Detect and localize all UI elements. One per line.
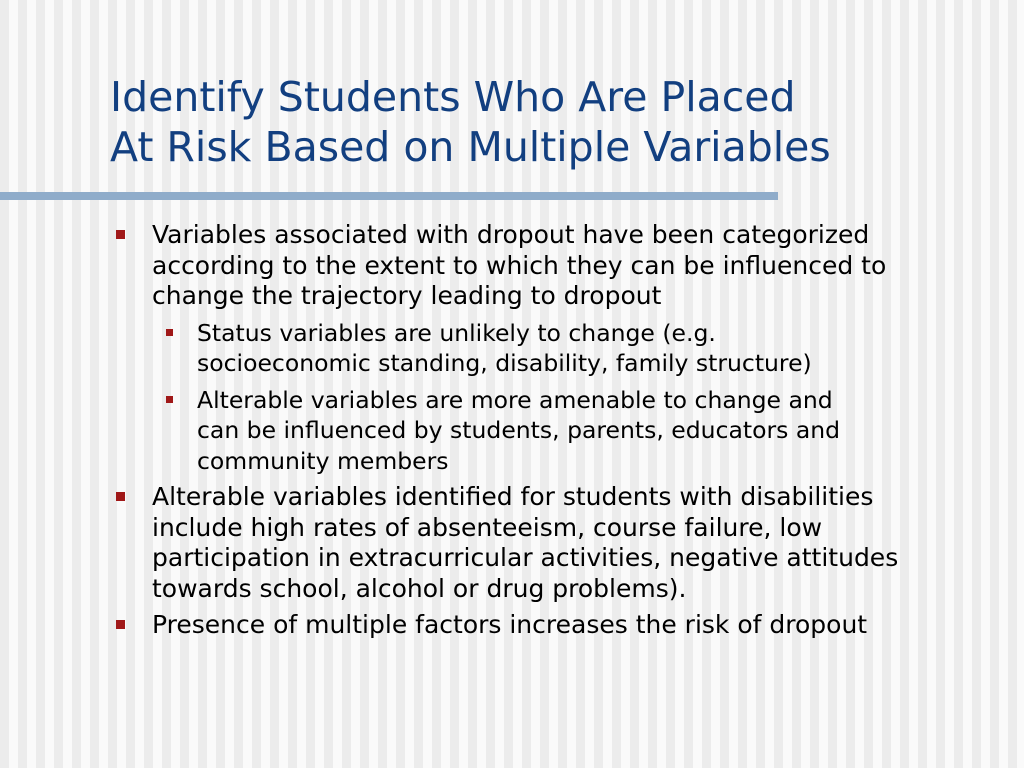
square-bullet-icon xyxy=(116,492,125,501)
bullet-line: include high rates of absenteeism, course failure, low xyxy=(152,512,823,542)
bullet-line: socioeconomic standing, disability, family structure) xyxy=(197,349,812,377)
sub-bullet-text xyxy=(197,318,1010,379)
bullet-line: Alterable variables identified for students with disabilities xyxy=(152,482,874,511)
square-bullet-icon xyxy=(116,620,125,629)
sub-bullet-status-variables xyxy=(152,318,1010,379)
sub-bullet-alterable-variables xyxy=(152,385,1010,477)
bullet-item-disabilities xyxy=(110,482,1010,604)
slide-title xyxy=(110,72,990,172)
bullet-line: according to the extent to which they can be influenced to xyxy=(152,250,887,280)
bullet-text xyxy=(152,482,1010,604)
bullet-list xyxy=(110,220,1010,647)
bullet-line: can be influenced by students, parents, educators and xyxy=(197,416,841,444)
bullet-line: towards school, alcohol or drug problems). xyxy=(152,573,687,603)
bullet-line: community members xyxy=(197,446,449,475)
title-divider xyxy=(0,192,778,200)
bullet-text xyxy=(152,610,1010,641)
sub-bullet-list xyxy=(152,318,1010,477)
sub-bullet-text xyxy=(197,385,1010,477)
square-bullet-icon xyxy=(116,230,125,239)
title-line-2: At Risk Based on Multiple Variables xyxy=(110,123,831,171)
bullet-line: Alterable variables are more amenable to change and xyxy=(197,385,833,414)
bullet-line: change the trajectory leading to dropout xyxy=(152,281,662,310)
bullet-line: Variables associated with dropout have been categorized xyxy=(152,220,870,249)
bullet-line: Status variables are unlikely to change (e.g. xyxy=(197,318,716,347)
bullet-item-multiple-factors xyxy=(110,610,1010,641)
bullet-line: participation in extracurricular activities, negative attitudes xyxy=(152,543,899,572)
bullet-line: Presence of multiple factors increases the risk of dropout xyxy=(152,610,868,639)
square-bullet-icon xyxy=(166,329,173,336)
title-line-1: Identify Students Who Are Placed xyxy=(110,73,796,121)
bullet-item-variables xyxy=(110,220,1010,476)
bullet-text xyxy=(152,220,1010,312)
square-bullet-icon xyxy=(166,396,173,403)
